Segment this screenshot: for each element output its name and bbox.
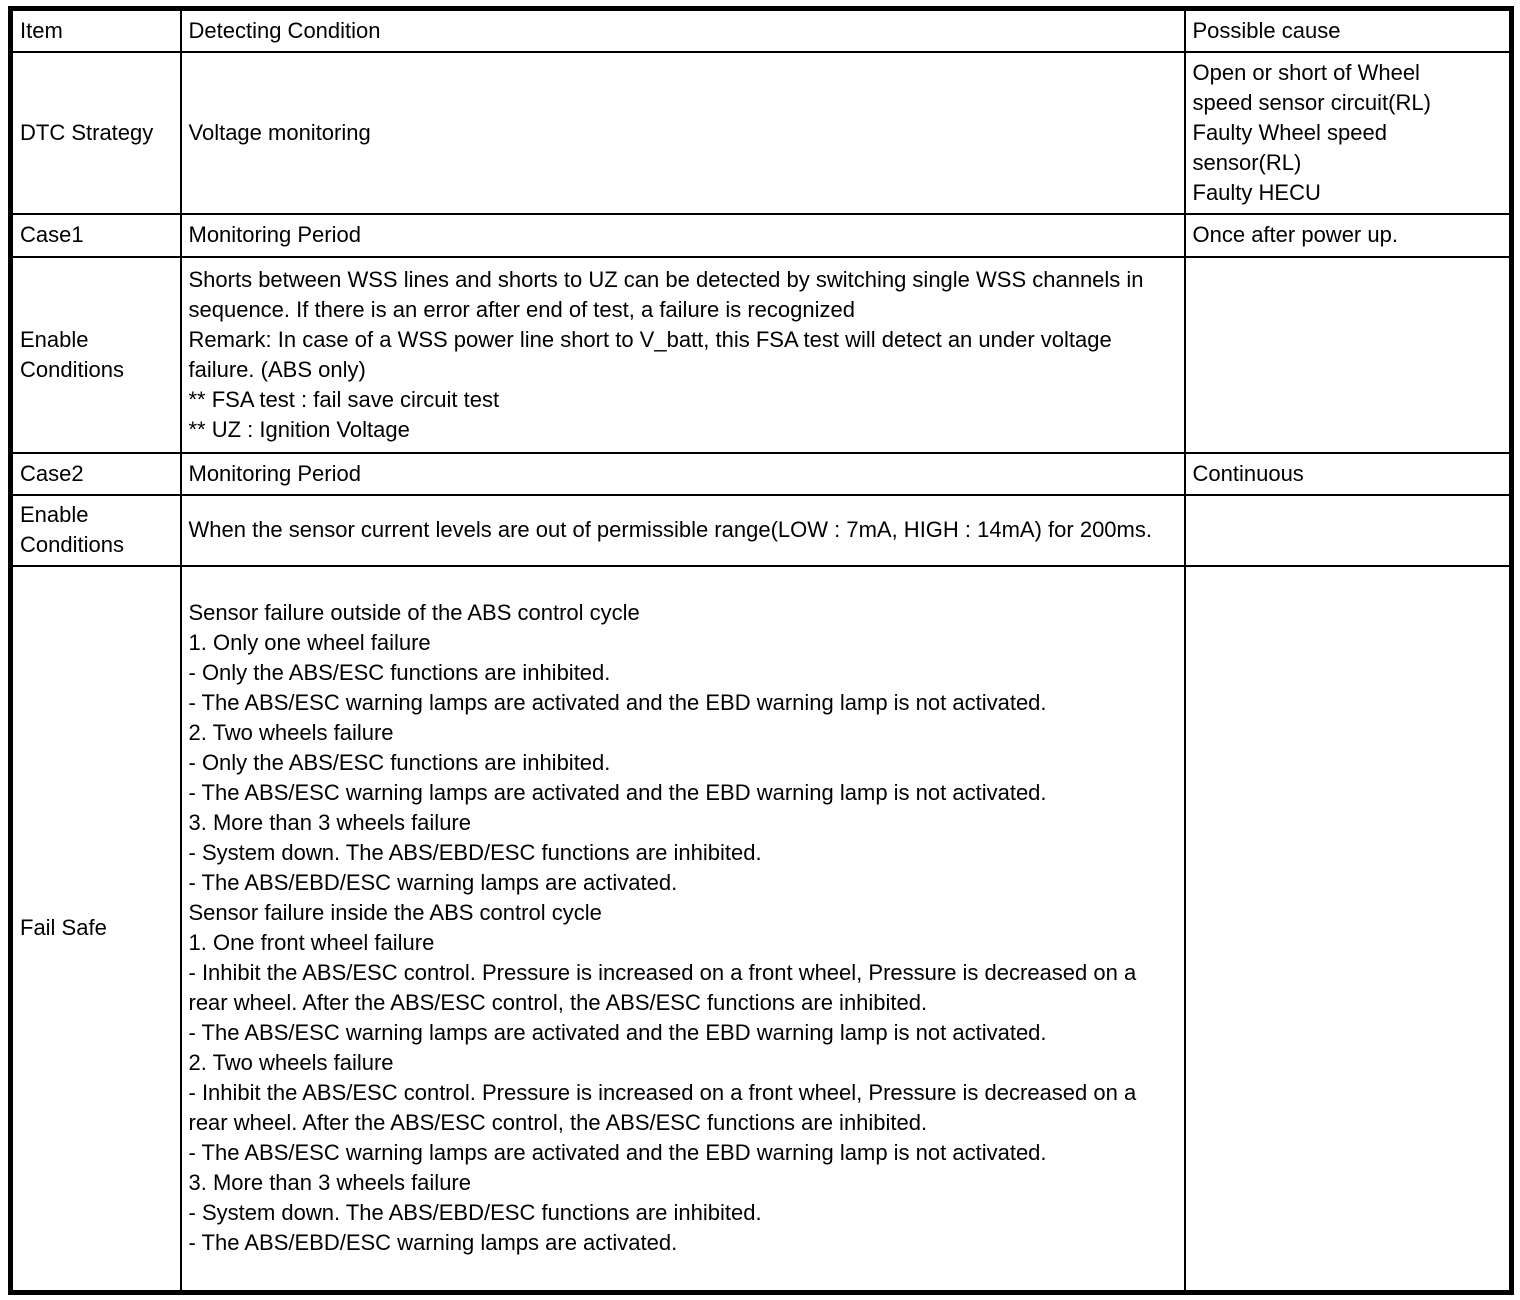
table-row-enable-conditions-2 [11,495,1512,566]
item-column-header: Item [11,9,181,52]
condition-cell [181,214,1185,257]
dtc-detecting-condition-table [8,6,1514,1295]
item-cell: Fail Safe [11,566,181,1293]
table-row-case1 [11,214,1512,257]
item-cell: Enable Conditions [11,257,181,453]
text-line: - The ABS/ESC warning lamps are activated and the EBD warning lamp is not activated. [188,1140,1047,1166]
text-line: Sensor failure inside the ABS control cycle [188,900,602,926]
text-line: - The ABS/EBD/ESC warning lamps are activated. [188,870,678,896]
possible-cause-column-header: Possible cause [1185,9,1512,52]
text-line: Faulty HECU [1192,179,1321,205]
table-row-fail-safe [11,566,1512,1293]
text-line: Monitoring Period [188,460,361,486]
table-row-enable-conditions-1 [11,257,1512,453]
cause-cell [1185,495,1512,566]
item-cell: DTC Strategy [11,52,181,214]
cause-cell [1185,453,1512,495]
text-line: - Inhibit the ABS/ESC control. Pressure is increased on a front wheel, Pressure is decreased on a rear wheel. After the ABS/ESC control, the ABS/ESC functions are inhibited. [188,960,1137,1016]
text-line: - System down. The ABS/EBD/ESC functions are inhibited. [188,840,762,866]
condition-cell [181,52,1185,214]
text-line: - The ABS/ESC warning lamps are activated and the EBD warning lamp is not activated. [188,780,1047,806]
text-line: - Only the ABS/ESC functions are inhibited. [188,750,611,776]
text-line: Faulty Wheel speed sensor(RL) [1192,119,1387,175]
text-line: - The ABS/ESC warning lamps are activated and the EBD warning lamp is not activated. [188,690,1047,716]
text-line: - Inhibit the ABS/ESC control. Pressure is increased on a front wheel, Pressure is decreased on a rear wheel. After the ABS/ESC control, the ABS/ESC functions are inhibited. [188,1080,1137,1136]
detecting-condition-column-header: Detecting Condition [181,9,1185,52]
condition-cell [181,566,1185,1293]
text-line: Voltage monitoring [188,119,371,145]
table-row-case2 [11,453,1512,495]
text-line: - The ABS/EBD/ESC warning lamps are activated. [188,1230,678,1256]
condition-cell [181,453,1185,495]
text-line: Shorts between WSS lines and shorts to UZ can be detected by switching single WSS channels in sequence. If there is an error after end of test, a failure is recognized [188,266,1144,322]
text-line: Continuous [1192,460,1304,486]
condition-cell [181,257,1185,453]
condition-cell [181,495,1185,566]
text-line: - Only the ABS/ESC functions are inhibited. [188,660,611,686]
text-line: Open or short of Wheel speed sensor circuit(RL) [1192,59,1431,115]
text-line: When the sensor current levels are out of permissible range(LOW : 7mA, HIGH : 14mA) for 200ms. [188,517,1152,542]
text-line: - System down. The ABS/EBD/ESC functions are inhibited. [188,1200,762,1226]
item-cell: Case1 [11,214,181,257]
text-line: 1. One front wheel failure [188,930,435,956]
table-row-dtc-strategy [11,52,1512,214]
text-line: Once after power up. [1192,222,1398,247]
item-cell: Case2 [11,453,181,495]
cause-cell [1185,214,1512,257]
text-line: 2. Two wheels failure [188,1050,394,1076]
cause-cell [1185,257,1512,453]
cause-cell [1185,566,1512,1293]
text-line: Remark: In case of a WSS power line short to V_batt, this FSA test will detect an under voltage failure. (ABS only) [188,326,1112,382]
item-cell: Enable Conditions [11,495,181,566]
header-row [11,9,1512,52]
text-line: 3. More than 3 wheels failure [188,1170,471,1196]
cause-cell [1185,52,1512,214]
text-line: ** FSA test : fail save circuit test [188,386,500,412]
text-line: - The ABS/ESC warning lamps are activated and the EBD warning lamp is not activated. [188,1020,1047,1046]
text-line: 2. Two wheels failure [188,720,394,746]
text-line: 3. More than 3 wheels failure [188,810,471,836]
text-line: Monitoring Period [188,222,361,247]
text-line: ** UZ : Ignition Voltage [188,416,410,442]
text-line: 1. Only one wheel failure [188,630,431,656]
text-line: Sensor failure outside of the ABS control cycle [188,600,640,626]
